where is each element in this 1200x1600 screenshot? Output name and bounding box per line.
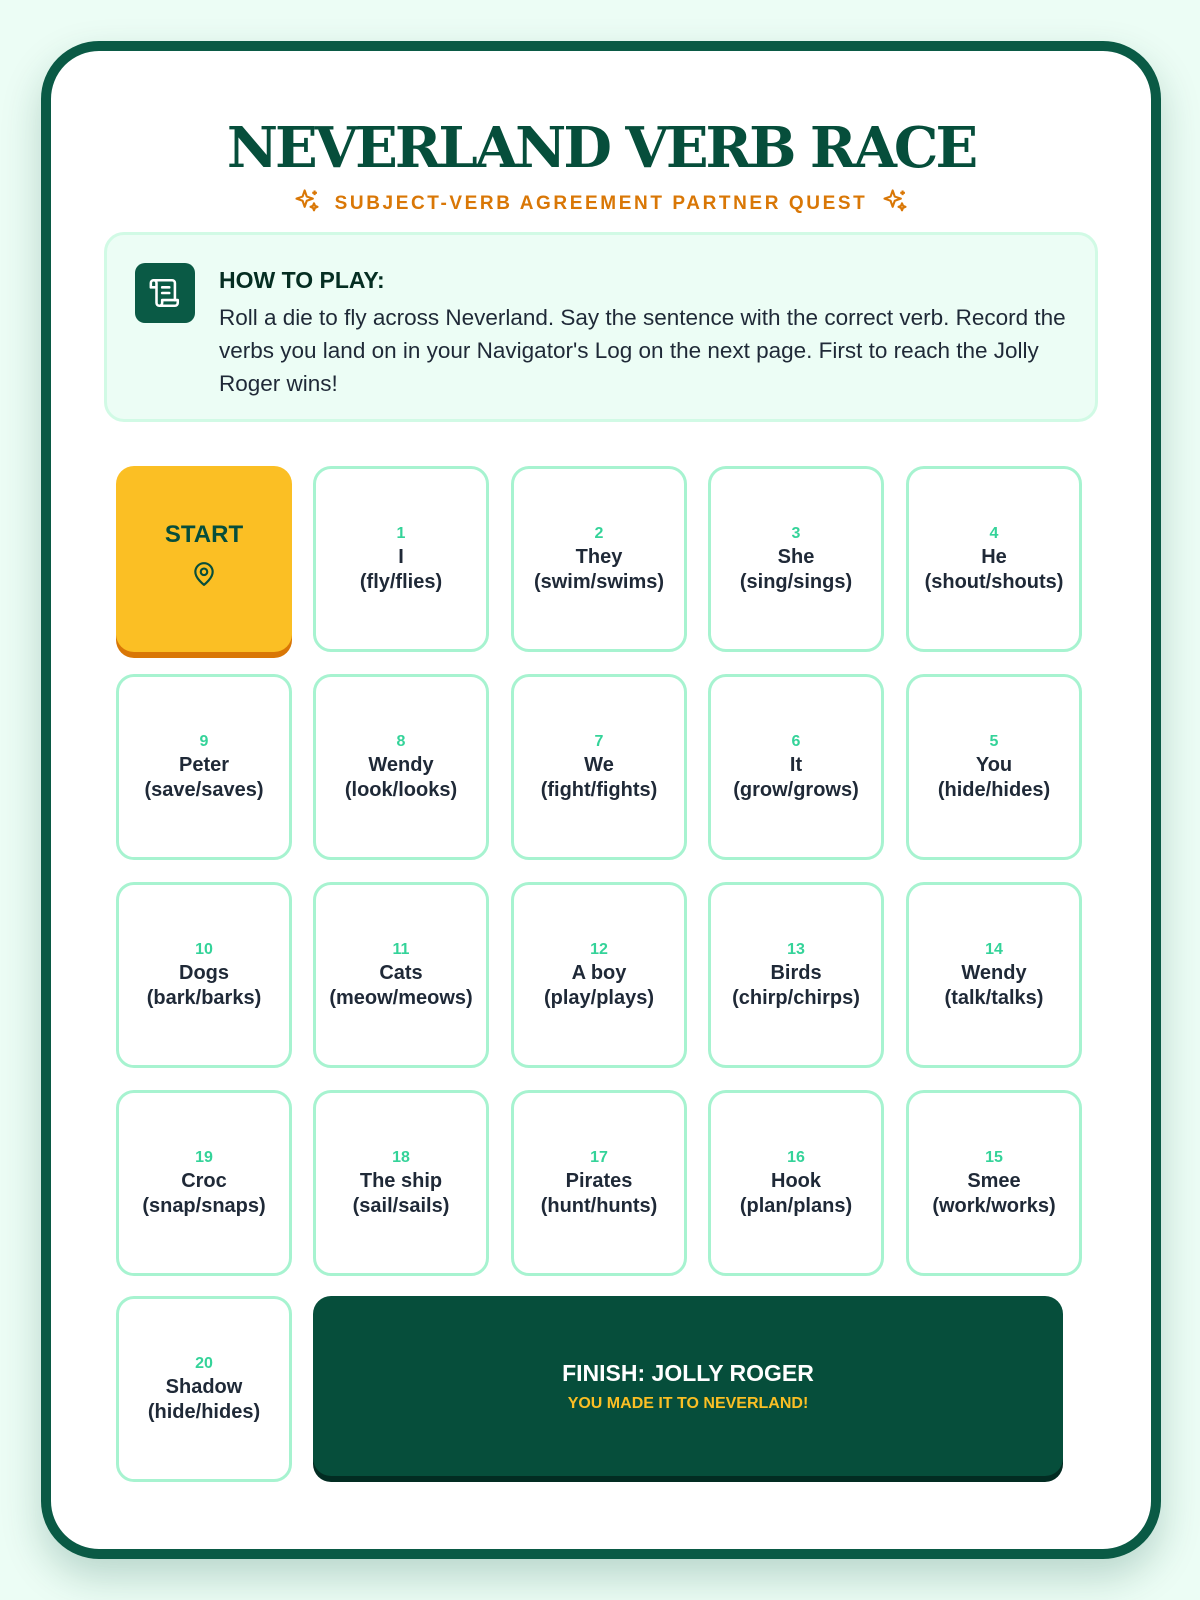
tile-number: 9	[199, 733, 209, 750]
board-tile[interactable]	[116, 1090, 292, 1276]
tile-subject: She	[777, 546, 815, 568]
board-tile[interactable]	[708, 674, 884, 860]
tile-subject: We	[584, 754, 614, 776]
board-tile[interactable]	[511, 466, 687, 652]
tile-verb-choices: (plan/plans)	[739, 1195, 853, 1217]
tile-subject: Smee	[967, 1170, 1021, 1192]
tile-number: 4	[989, 525, 999, 542]
tile-verb-choices: (meow/meows)	[329, 987, 473, 1009]
tile-subject: Birds	[770, 962, 822, 984]
board-tile[interactable]	[116, 674, 292, 860]
map-pin-icon	[191, 561, 217, 592]
tile-number: 11	[392, 941, 410, 958]
tile-number: 19	[195, 1149, 213, 1166]
tile-number: 3	[791, 525, 801, 542]
tile-verb-choices: (sail/sails)	[352, 1195, 450, 1217]
tile-subject: Cats	[379, 962, 423, 984]
tile-subject: It	[789, 754, 803, 776]
tile-subject: Wendy	[368, 754, 434, 776]
tile-number: 20	[195, 1355, 213, 1372]
tile-verb-choices: (look/looks)	[344, 779, 458, 801]
game-board-card	[41, 41, 1161, 1559]
page-title: NEVERLAND VERB RACE	[226, 115, 976, 181]
board-tile[interactable]	[116, 1296, 292, 1482]
tile-subject: The ship	[359, 1170, 443, 1192]
tile-subject: Shadow	[165, 1376, 243, 1398]
tile-verb-choices: (hide/hides)	[937, 779, 1051, 801]
subtitle-text: SUBJECT-VERB AGREEMENT PARTNER QUEST	[334, 193, 868, 214]
tile-verb-choices: (fight/fights)	[540, 779, 658, 801]
board-tile[interactable]	[906, 466, 1082, 652]
tile-number: 6	[791, 733, 801, 750]
tile-subject: I	[398, 546, 404, 568]
tile-subject: Wendy	[961, 962, 1027, 984]
tile-number: 18	[392, 1149, 410, 1166]
finish-tile[interactable]	[313, 1296, 1063, 1476]
tile-verb-choices: (grow/grows)	[733, 779, 859, 801]
game-board	[116, 466, 1064, 1464]
tile-subject: Hook	[771, 1170, 821, 1192]
tile-subject: They	[575, 546, 623, 568]
tile-number: 15	[985, 1149, 1003, 1166]
tile-subject: Croc	[181, 1170, 227, 1192]
tile-verb-choices: (sing/sings)	[739, 571, 853, 593]
start-tile[interactable]	[116, 466, 292, 652]
board-tile[interactable]	[708, 466, 884, 652]
finish-subtitle: YOU MADE IT TO NEVERLAND!	[567, 1394, 809, 1412]
tile-subject: Peter	[178, 754, 230, 776]
subtitle	[51, 187, 1151, 221]
board-tile[interactable]	[511, 1090, 687, 1276]
tile-number: 16	[787, 1149, 805, 1166]
board-tile[interactable]	[708, 1090, 884, 1276]
tile-verb-choices: (save/saves)	[144, 779, 264, 801]
tile-verb-choices: (hide/hides)	[147, 1401, 261, 1423]
board-tile[interactable]	[313, 1090, 489, 1276]
finish-title: FINISH: JOLLY ROGER	[562, 1359, 814, 1386]
tile-verb-choices: (shout/shouts)	[924, 571, 1064, 593]
tile-subject: He	[981, 546, 1007, 568]
tile-number: 2	[594, 525, 604, 542]
tile-verb-choices: (hunt/hunts)	[540, 1195, 658, 1217]
board-tile[interactable]	[511, 674, 687, 860]
tile-number: 10	[195, 941, 213, 958]
how-to-play-title: HOW TO PLAY:	[219, 267, 385, 293]
board-tile[interactable]	[313, 674, 489, 860]
tile-verb-choices: (bark/barks)	[146, 987, 262, 1009]
sparkles-icon	[293, 187, 321, 221]
tile-number: 1	[396, 525, 406, 542]
tile-verb-choices: (play/plays)	[543, 987, 655, 1009]
tile-subject: Dogs	[179, 962, 229, 984]
tile-verb-choices: (snap/snaps)	[142, 1195, 266, 1217]
tile-number: 17	[590, 1149, 608, 1166]
tile-number: 14	[985, 941, 1003, 958]
board-tile[interactable]	[906, 882, 1082, 1068]
tile-verb-choices: (talk/talks)	[944, 987, 1044, 1009]
how-to-play-box	[104, 232, 1098, 422]
board-tile[interactable]	[116, 882, 292, 1068]
tile-verb-choices: (fly/flies)	[359, 571, 443, 593]
board-tile[interactable]	[511, 882, 687, 1068]
start-label: START	[164, 520, 244, 548]
board-tile[interactable]	[313, 882, 489, 1068]
tile-number: 7	[594, 733, 604, 750]
how-to-play-text: Roll a die to fly across Neverland. Say the sentence with the correct verb. Record the verbs you land on in your Navigator's Log on the next page. First to reach the Jolly Roger wins!	[219, 305, 1066, 396]
tile-number: 13	[787, 941, 805, 958]
tile-verb-choices: (swim/swims)	[533, 571, 665, 593]
tile-subject: You	[975, 754, 1013, 776]
tile-subject: Pirates	[565, 1170, 633, 1192]
board-tile[interactable]	[906, 1090, 1082, 1276]
tile-number: 8	[396, 733, 406, 750]
tile-subject: A boy	[571, 962, 627, 984]
board-tile[interactable]	[313, 466, 489, 652]
board-tile[interactable]	[906, 674, 1082, 860]
tile-verb-choices: (work/works)	[932, 1195, 1056, 1217]
sparkles-icon	[881, 187, 909, 221]
tile-verb-choices: (chirp/chirps)	[732, 987, 860, 1009]
tile-number: 12	[590, 941, 608, 958]
tile-number: 5	[989, 733, 999, 750]
scroll-icon	[135, 263, 195, 323]
board-tile[interactable]	[708, 882, 884, 1068]
